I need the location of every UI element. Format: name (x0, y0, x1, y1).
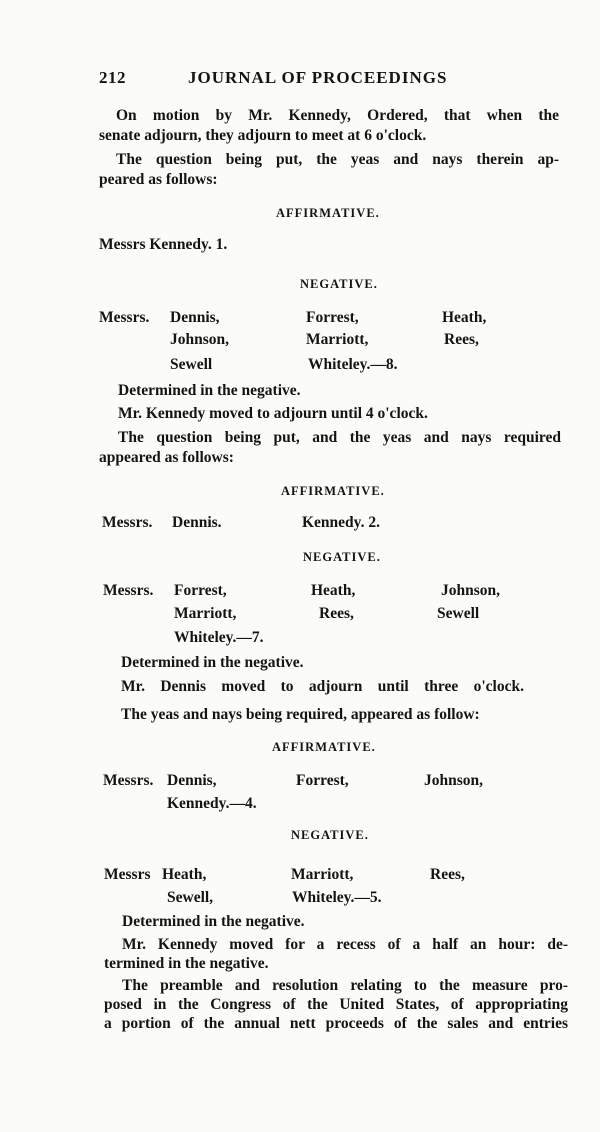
member-name: Rees, (430, 866, 465, 883)
paragraph-question-line2: peared as follows: (99, 171, 218, 188)
member-name: Heath, (311, 582, 356, 599)
member-name: Johnson, (170, 331, 230, 348)
affirmative-heading: AFFIRMATIVE. (281, 484, 385, 498)
member-name: Sewell (437, 605, 480, 622)
paragraph-motion: Mr. Kennedy moved to adjourn until 4 o'clock. (118, 405, 428, 422)
paragraph-preamble-line3: a portion of the annual nett proceeds of the sales and entries (104, 1015, 568, 1032)
member-name: Dennis, (167, 772, 217, 789)
messrs-label: Messrs. (103, 582, 154, 599)
paragraph-preamble-line1: The preamble and resolution relating to the measure pro- (122, 977, 568, 994)
member-name: Rees, (319, 605, 354, 622)
affirmative-list: Messrs Kennedy. 1. (99, 236, 228, 253)
page-number: 212 (99, 68, 126, 87)
member-name: Kennedy.—4. (167, 795, 257, 812)
member-name: Marriott, (291, 866, 354, 883)
member-name: Johnson, (424, 772, 484, 789)
affirmative-heading: AFFIRMATIVE. (276, 206, 380, 220)
result-line: Determined in the negative. (118, 382, 301, 399)
paragraph-recess-line1: Mr. Kennedy moved for a recess of a half an hour: de- (122, 936, 568, 953)
member-name: Dennis. (172, 514, 222, 531)
messrs-label: Messrs (104, 866, 151, 883)
member-name: Whiteley.—7. (174, 629, 264, 646)
member-name: Kennedy. 2. (302, 514, 380, 531)
member-name: Sewell, (167, 889, 214, 906)
member-name: Rees, (444, 331, 479, 348)
member-name: Sewell (170, 356, 213, 373)
paragraph-preamble-line2: posed in the Congress of the United States, of appropriating (104, 996, 568, 1013)
member-name: Dennis, (170, 309, 220, 326)
paragraph-question-line1: The question being put, the yeas and nays therein ap- (116, 151, 559, 168)
negative-heading: NEGATIVE. (291, 828, 369, 842)
member-name: Heath, (162, 866, 207, 883)
member-name: Forrest, (174, 582, 227, 599)
member-name: Forrest, (306, 309, 359, 326)
member-name: Whiteley.—8. (308, 356, 398, 373)
member-name: Heath, (442, 309, 487, 326)
messrs-label: Messrs. (102, 514, 153, 531)
member-name: Marriott, (174, 605, 237, 622)
paragraph-question-line2: appeared as follows: (99, 449, 234, 466)
paragraph-motion-line2: senate adjourn, they adjourn to meet at 6 o'clock. (99, 127, 427, 144)
paragraph-motion-line1: On motion by Mr. Kennedy, Ordered, that when the (116, 107, 559, 124)
page-title: JOURNAL OF PROCEEDINGS (188, 68, 448, 87)
member-name: Forrest, (296, 772, 349, 789)
messrs-label: Messrs. (103, 772, 154, 789)
paragraph-recess-line2: termined in the negative. (104, 955, 269, 972)
result-line: Determined in the negative. (122, 913, 305, 930)
affirmative-heading: AFFIRMATIVE. (272, 740, 376, 754)
paragraph-question-line1: The yeas and nays being required, appeared as follow: (121, 706, 480, 723)
negative-heading: NEGATIVE. (300, 277, 378, 291)
negative-heading: NEGATIVE. (303, 550, 381, 564)
member-name: Whiteley.—5. (292, 889, 382, 906)
member-name: Marriott, (306, 331, 369, 348)
messrs-label: Messrs. (99, 309, 150, 326)
paragraph-motion: Mr. Dennis moved to adjourn until three o'clock. (121, 678, 524, 695)
result-line: Determined in the negative. (121, 654, 304, 671)
member-name: Johnson, (441, 582, 501, 599)
paragraph-question-line1: The question being put, and the yeas and nays required (118, 429, 561, 446)
